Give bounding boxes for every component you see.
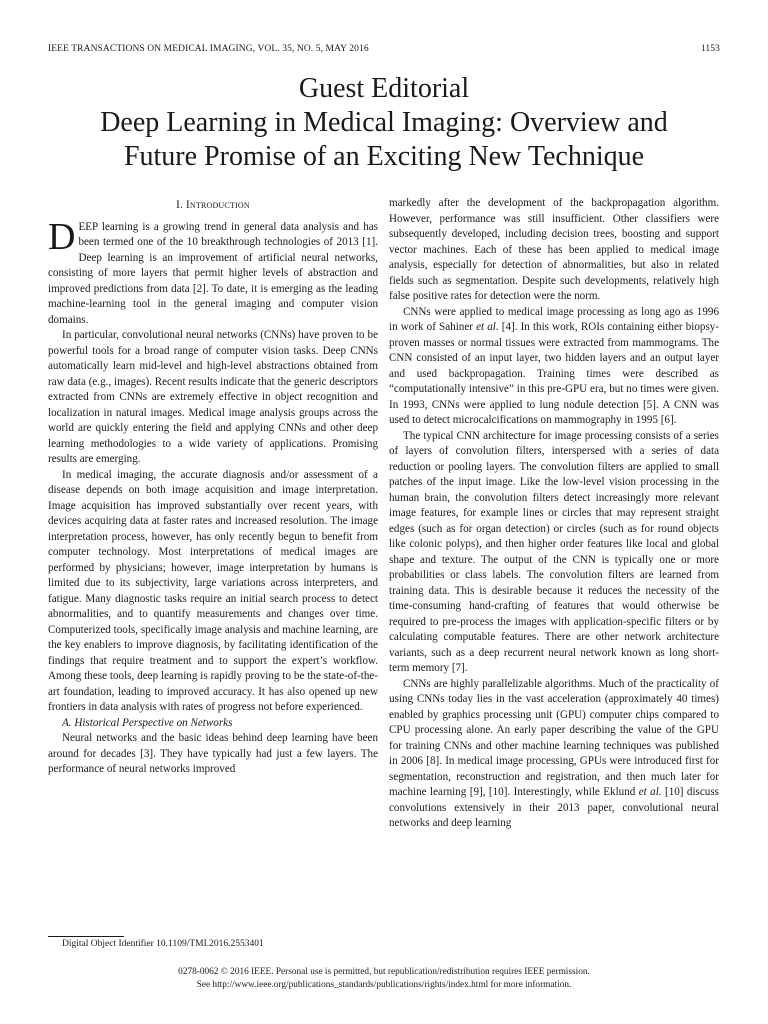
- permissions-line: See http://www.ieee.org/publications_standards/publications/rights/index.html for more information.: [196, 980, 572, 990]
- page-number: 1153: [700, 44, 720, 54]
- paragraph-early-cnn-a: CNNs were applied to medical image processing as long ago as 1996 in work of Sahiner: [389, 305, 719, 333]
- paragraph-medical-imaging: In medical imaging, the accurate diagnosis and/or assessment of a disease depends on both image acquisition and image interpretation. Image acquisition has improved substantially over recent years, with devices acquiring data at faster rates and increased resolution. The image interpretation process, however, has only recently begun to benefit from computer technology. Most interpretations of medical images are performed by physicians; however, image interpretation by humans is limited due to its subjectivity, large variations across interpreters, and fatigue. Many diagnostic tasks require an initial search process to detect abnormalities, and to quantify measurements and changes over time. Computerized tools, specifically image analysis and machine learning, are the key enablers to improve diagnosis, by facilitating identification of the findings that require treatment and to support the expert’s workflow. Among these tools, deep learning is rapidly proving to be the state-of-the-art foundation, leading to improved accuracy. It has also opened up new frontiers in data analysis with rates of progress not before experienced.: [48, 468, 378, 713]
- paragraph-cnn: In particular, convolutional neural networks (CNNs) have proven to be powerful tools for a broad range of computer vision tasks. Deep CNNs automatically learn mid-level and high-level abstractions obtained from raw data (e.g., images). Recent results indicate that the generic descriptors extracted from CNNs are extremely effective in object recognition and localization in natural images. Medical image analysis groups across the world are quickly entering the field and applying CNNs and other deep learning methodologies to a wide variety of applications. Promising results are emerging.: [48, 329, 378, 465]
- title-block: [40, 72, 728, 174]
- section-title: Introduction: [185, 199, 250, 211]
- paragraph-intro: [48, 215, 378, 329]
- section-heading: [48, 198, 378, 214]
- copyright-footer: [40, 966, 728, 992]
- paragraph-early-cnn: [389, 305, 719, 429]
- running-header: [48, 44, 720, 58]
- left-column: [48, 198, 378, 778]
- journal-header: IEEE TRANSACTIONS ON MEDICAL IMAGING, VOL. 35, NO. 5, MAY 2016: [48, 44, 369, 54]
- doi-footnote: Digital Object Identifier 10.1109/TMI.2016.2553401: [62, 939, 264, 949]
- drop-cap: D: [48, 215, 76, 258]
- subsection-heading: A. Historical Perspective on Networks: [62, 716, 233, 729]
- right-column: [389, 196, 719, 832]
- paragraph-backprop: markedly after the development of the backpropagation algorithm. However, performance was still insufficient. Other classifiers were subsequently developed, including decision trees, boosting and support vector machines. Each of these has been applied to medical image analysis, especially for detection of abnormalities, but also in related fields such as segmentation. Despite such developments, relatively high false positive rates for detection were the norm.: [389, 197, 719, 302]
- paragraph-intro-text: EEP learning is a growing trend in general data analysis and has been termed one of the 10 breakthrough technologies of 2013 [1]. Deep learning is an improvement of artificial neural networks, consisting of more layers that permit higher levels of abstraction and improved predictions from data [2]. To date, it is emerging as the leading machine-learning tool in the general imaging and computer vision domains.: [48, 220, 378, 326]
- paragraph-gpu-b: [10] discuss convolutions extensively in their 2013 paper, convolutional neural networks and deep learning: [389, 786, 719, 829]
- paragraph-gpu-a: CNNs are highly parallelizable algorithms. Much of the practicality of using CNNs today lies in the vast acceleration (approximately 40 times) enabled by graphics processing unit (GPU) computer chips compared to CPU processing alone. An early paper describing the value of the GPU for training CNNs and other machine learning techniques was published in 2006 [8]. In medical image processing, GPUs were introduced first for segmentation, reconstruction and registration, and then much later for machine learning [9], [10]. Interestingly, while Eklund: [389, 677, 719, 798]
- paragraph-gpu: [389, 677, 719, 832]
- copyright-line: 0278-0062 © 2016 IEEE. Personal use is permitted, but republication/redistribution requires IEEE permission.: [178, 967, 590, 977]
- paragraph-early-cnn-b: [4]. In this work, ROIs containing either biopsy-proven masses or normal tissues were extracted from mammograms. The CNN consisted of an input layer, two hidden layers and an output layer and used backpropagation. Training times were described as “computationally intensive” in this pre-GPU era, but no times were given. In 1993, CNNs were applied to lung nodule detection [5]. A CNN was used to detect microcalcifications on mammography in 1995 [6].: [389, 321, 719, 426]
- title-line-2: Future Promise of an Exciting New Technique: [123, 141, 645, 172]
- section-number: I.: [176, 199, 186, 211]
- footnote-rule: [48, 936, 124, 937]
- title-line-1: Deep Learning in Medical Imaging: Overview and: [100, 107, 668, 138]
- paragraph-architecture: The typical CNN architecture for image processing consists of a series of layers of convolution filters, interspersed with a series of data reduction or pooling layers. The convolution filters are applied to small patches of the input image. Like the low-level vision processing in the human brain, the convolution filters detect increasingly more relevant image features, for example lines or circles that may represent straight edges (such as for organ detection) or circles (such as for round objects like colonic polyps), and then higher order features like local and global shape and texture. The output of the CNN is typically one or more probabilities or class labels. The convolution filters are learned from training data. This is desirable because it reduces the necessity of the time-consuming hand-crafting of features that would otherwise be required to pre-process the images with application-specific filters or by calculating computable features. There are other network architecture variants, such as a deep recurrent neural network known as long short-term memory [7].: [389, 429, 719, 674]
- title-kicker: Guest Editorial: [298, 73, 470, 104]
- paragraph-history: Neural networks and the basic ideas behind deep learning have been around for decades [3]. They have typically had just a few layers. The performance of neural networks improved: [48, 732, 378, 775]
- et-al-2: et al.: [638, 786, 662, 798]
- et-al-1: et al.: [476, 321, 499, 333]
